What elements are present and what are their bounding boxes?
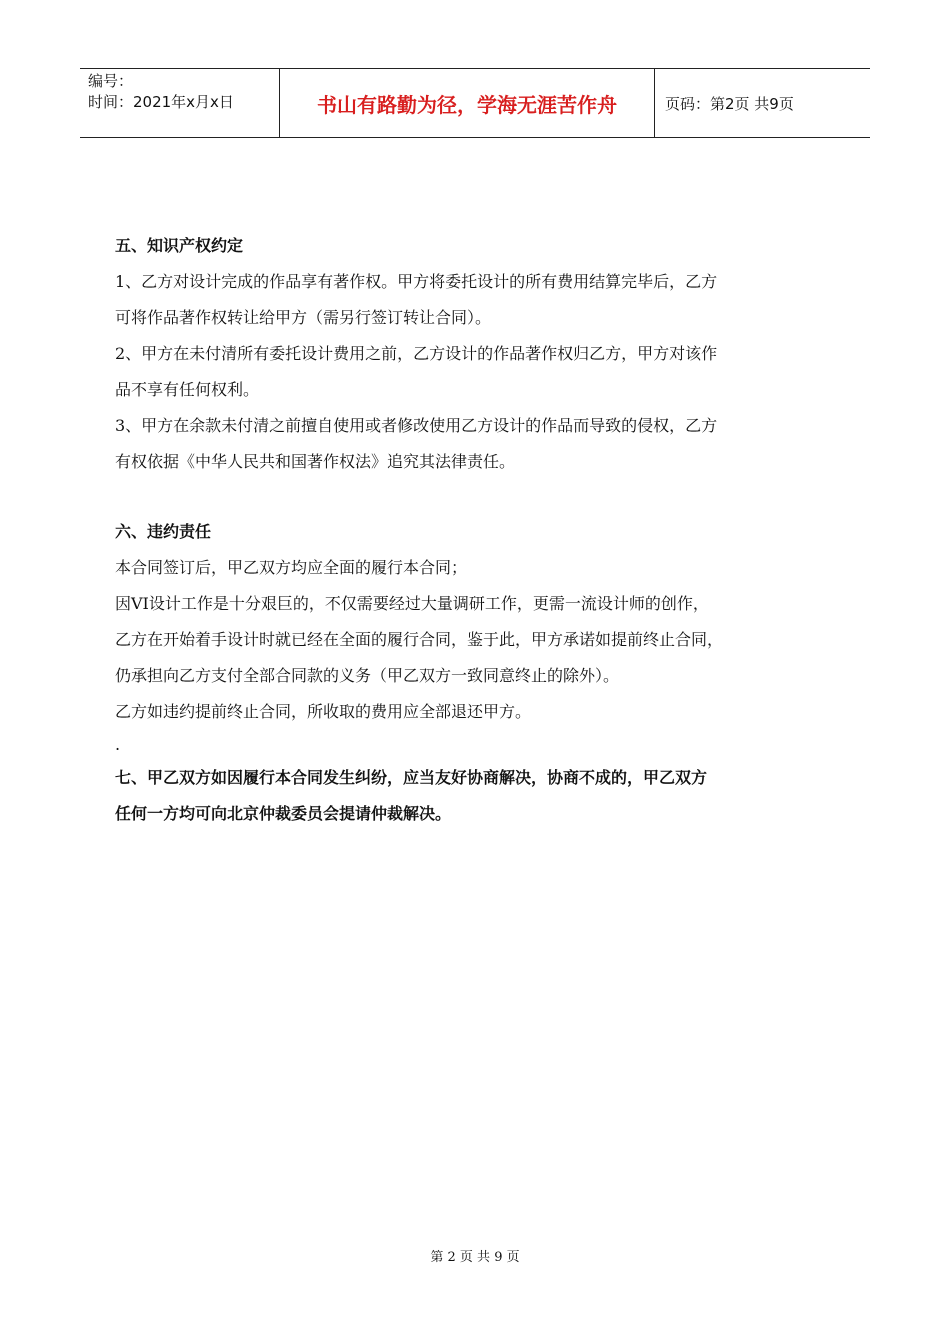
section-7-line: 七、甲乙双方如因履行本合同发生纠纷，应当友好协商解决，协商不成的，甲乙双方 (115, 768, 708, 787)
header-meta (80, 69, 280, 137)
section-6-line: 仍承担向乙方支付全部合同款的义务（甲乙双方一致同意终止的除外）。 (115, 666, 620, 685)
page-footer: 第 2 页 共 9 页 (430, 1250, 520, 1265)
section-7-line: 任何一方均可向北京仲裁委员会提请仲裁解决。 (115, 804, 452, 823)
section-6-line: 本合同签订后，甲乙双方均应全面的履行本合同； (115, 558, 468, 577)
stray-dot: . (115, 735, 121, 754)
header-motto: 书山有路勤为径，学海无涯苦作舟 (280, 69, 655, 137)
document-body (115, 228, 850, 832)
section-5-line: 2、甲方在未付清所有委托设计费用之前，乙方设计的作品著作权归乙方，甲方对该作 (115, 344, 718, 363)
section-5-line: 有权依据《中华人民共和国著作权法》追究其法律责任。 (115, 452, 516, 471)
section-6-line: 因VI设计工作是十分艰巨的，不仅需要经过大量调研工作，更需一流设计师的创作， (115, 594, 709, 613)
page-header (80, 68, 870, 138)
section-6-line: 乙方如违约提前终止合同，所收取的费用应全部退还甲方。 (115, 702, 532, 721)
section-5-line: 可将作品著作权转让给甲方（需另行签订转让合同）。 (115, 308, 492, 327)
section-6-line: 乙方在开始着手设计时就已经在全面的履行合同，鉴于此，甲方承诺如提前终止合同， (115, 630, 724, 649)
section-5-line: 1、乙方对设计完成的作品享有著作权。甲方将委托设计的所有费用结算完毕后，乙方 (115, 272, 718, 291)
header-page-info: 页码：第2页 共9页 (665, 94, 794, 113)
section-6-title: 六、违约责任 (115, 522, 212, 541)
section-5-line: 3、甲方在余款未付清之前擅自使用或者修改使用乙方设计的作品而导致的侵权，乙方 (115, 416, 718, 435)
number-label: 编号： (88, 72, 134, 90)
section-gap (115, 480, 850, 514)
time-label: 时间：2021年x月x日 (88, 93, 234, 111)
section-5-line: 品不享有任何权利。 (115, 380, 260, 399)
section-5-title: 五、知识产权约定 (115, 236, 244, 255)
